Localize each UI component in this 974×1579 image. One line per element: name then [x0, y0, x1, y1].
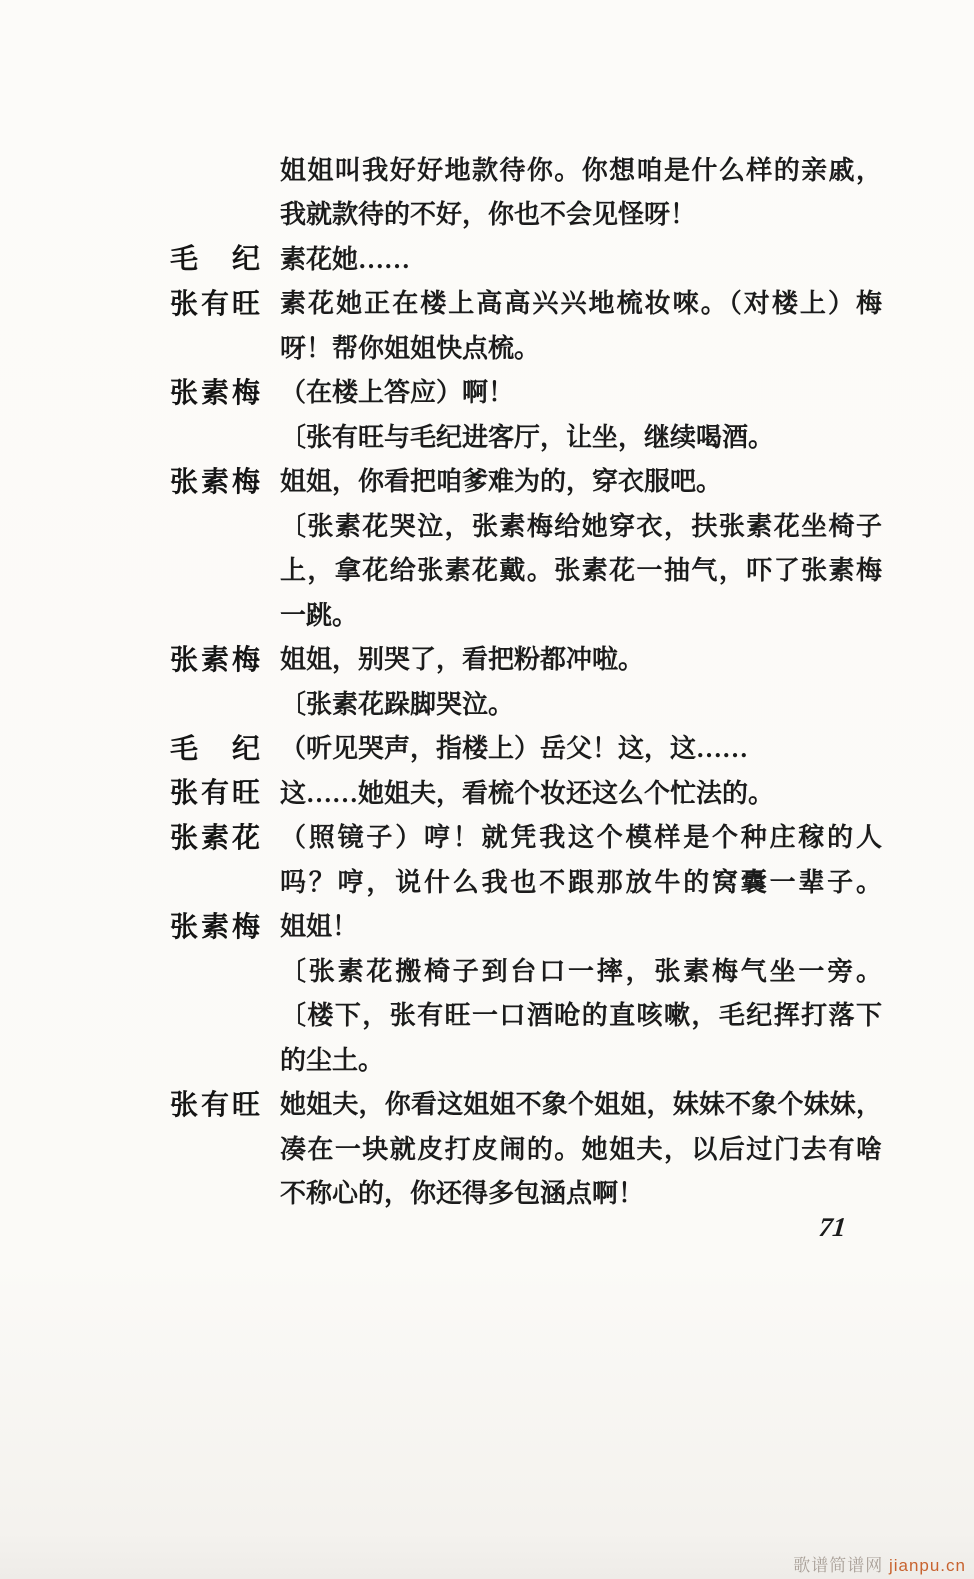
stage-direction-text: 〔张有旺与毛纪进客厅，让坐，继续喝酒。 — [280, 422, 775, 452]
stage-direction-text: 〔楼下，张有旺一口酒呛的直咳嗽，毛纪挥打落下 — [280, 1001, 882, 1031]
script-line — [170, 992, 882, 1037]
speaker-label: 张有旺 — [170, 287, 264, 319]
script-line — [170, 591, 882, 636]
script-line — [170, 858, 882, 903]
dialogue-text: 姐姐，你看把咱爹难为的，穿衣服吧。 — [280, 467, 723, 497]
dialogue-text: 姐姐叫我好好地款待你。你想咱是什么样的亲戚， — [280, 155, 882, 185]
script-line — [170, 1081, 882, 1126]
stage-direction-text: 〔张素花跺脚哭泣。 — [280, 689, 515, 719]
dialogue-text: 她姐夫，你看这姐姐不象个姐姐，妹妹不象个妹妹， — [280, 1090, 882, 1120]
script-line — [170, 369, 882, 414]
script-line — [170, 636, 882, 681]
script-line — [170, 235, 882, 280]
stage-direction-text: 上，拿花给张素花戴。张素花一抽气，吓了张素梅 — [280, 556, 882, 586]
page-number: 71 — [817, 1212, 848, 1242]
stage-direction-text: 〔张素花哭泣，张素梅给她穿衣，扶张素花坐椅子 — [280, 511, 882, 541]
script-line — [170, 1036, 882, 1081]
dialogue-text: 不称心的，你还得多包涵点啊！ — [280, 1179, 645, 1209]
script-line — [170, 547, 882, 592]
dialogue-text: 我就款待的不好，你也不会见怪呀！ — [280, 200, 697, 230]
speaker-label: 张素梅 — [170, 643, 264, 675]
stage-direction-text: 〔张素花搬椅子到台口一摔，张素梅气坐一旁。 — [280, 956, 882, 986]
dialogue-text: 姐姐，别哭了，看把粉都冲啦。 — [280, 645, 645, 675]
script-line — [170, 1125, 882, 1170]
dialogue-text: 这……她姐夫，看梳个妆还这么个忙法的。 — [280, 778, 775, 808]
speaker-label: 张素花 — [170, 821, 264, 853]
stage-direction-text: 的尘土。 — [280, 1045, 385, 1075]
dialogue-text: 姐姐！ — [280, 912, 359, 942]
script-line — [170, 680, 882, 725]
script-line — [170, 502, 882, 547]
dialogue-text: （照镜子）哼！就凭我这个模样是个种庄稼的人 — [280, 823, 882, 853]
script-line — [170, 814, 882, 859]
script-line — [170, 146, 882, 191]
dialogue-text: 凑在一块就皮打皮闹的。她姐夫，以后过门去有啥 — [280, 1134, 882, 1164]
script-line — [170, 947, 882, 992]
script-text-block — [170, 146, 882, 1214]
watermark-url: jianpu.cn — [888, 1556, 966, 1575]
dialogue-text: 素花她…… — [280, 244, 411, 274]
dialogue-text: 呀！帮你姐姐快点梳。 — [280, 333, 541, 363]
script-line — [170, 903, 882, 948]
speaker-label: 张素梅 — [170, 465, 264, 497]
dialogue-text: 吗？哼，说什么我也不跟那放牛的窝囊一辈子。 — [280, 867, 882, 897]
speaker-label: 张有旺 — [170, 777, 264, 809]
script-line — [170, 458, 882, 503]
stage-direction-text: 一跳。 — [280, 600, 359, 630]
script-line — [170, 725, 882, 770]
dialogue-text: （听见哭声，指楼上）岳父！这，这…… — [280, 734, 749, 764]
dialogue-text: （在楼上答应）啊！ — [280, 378, 515, 408]
speaker-label: 毛 纪 — [170, 243, 264, 275]
speaker-label: 张素梅 — [170, 910, 264, 942]
dialogue-text: 素花她正在楼上高高兴兴地梳妆唻。（对楼上）梅 — [280, 289, 882, 319]
script-line — [170, 769, 882, 814]
script-line — [170, 413, 882, 458]
speaker-label: 张有旺 — [170, 1088, 264, 1120]
watermark — [793, 1551, 966, 1576]
speaker-label: 张素梅 — [170, 376, 264, 408]
speaker-label: 毛 纪 — [170, 732, 264, 764]
script-line — [170, 191, 882, 236]
script-line — [170, 1170, 882, 1215]
script-line — [170, 280, 882, 325]
script-line — [170, 324, 882, 369]
watermark-site-name: 歌谱简谱网 — [793, 1556, 884, 1575]
